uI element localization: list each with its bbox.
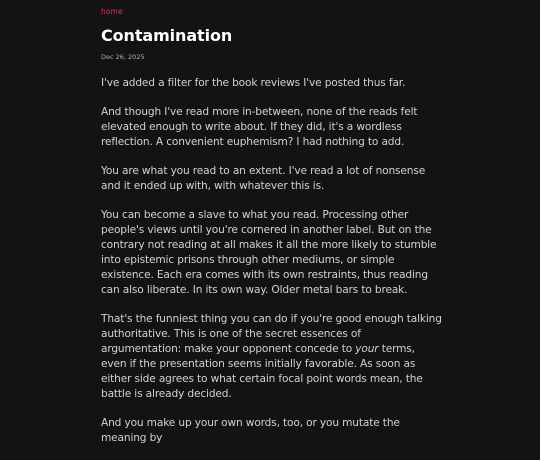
page-title: Contamination	[101, 26, 233, 45]
paragraph-text: That's the funniest thing you can do if you're good enough talking authoritative. This is one of the secret essences of argumentation: make your opponent concede to	[101, 313, 442, 355]
paragraph: You are what you read to an extent. I've read a lot of nonsense and it ended up with, with whatever this is.	[101, 165, 426, 192]
paragraph: And though I've read more in-between, none of the reads felt elevated enough to write about. If they did, it's a wordless reflection. A convenient euphemism? I had nothing to add.	[101, 106, 418, 148]
paragraph: You can become a slave to what you read. Processing other people's views until you're cornered in another label. But on the contrary not reading at all makes it all the more likely to stumble into epistemic prisons through other mediums, or simple existence. Each era comes with its own restraints, thus reading can also liberate. In its own way. Older metal bars to break.	[101, 209, 437, 296]
post-date: Dec 26, 2025	[101, 53, 145, 61]
emphasized-text: your	[355, 343, 379, 355]
paragraph: I've added a filter for the book reviews I've posted thus far.	[101, 77, 406, 89]
paragraph: And you make up your own words, too, or you mutate the meaning by	[101, 417, 400, 444]
home-link[interactable]: home	[101, 7, 123, 16]
paragraph-text: terms, even if the presentation seems initially favorable. As soon as either side agrees to what certain focal point words mean, the battle is already decided.	[101, 343, 423, 400]
post-body	[101, 76, 443, 460]
paragraph	[101, 312, 443, 402]
